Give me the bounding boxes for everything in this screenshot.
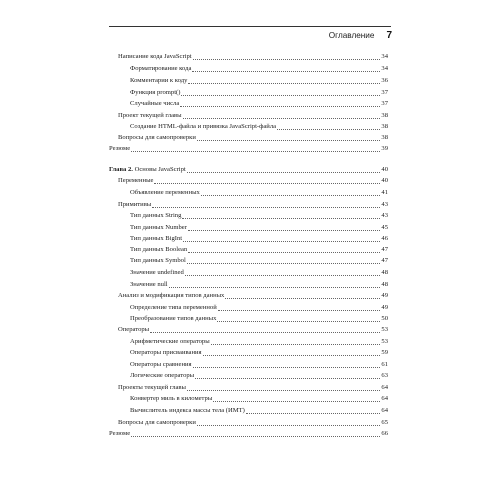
toc-entry: Операторы присваивания 59	[130, 349, 388, 356]
toc-entry: Тип данных Symbol 47	[130, 257, 388, 264]
chapter-title: Основы JavaScript	[134, 166, 186, 173]
toc-entry: Резюме 66	[109, 430, 388, 437]
toc-entry: Создание HTML-файла и привязка JavaScript-файла 38	[130, 123, 388, 130]
toc-entry: Вычислитель индекса массы тела (ИМТ) 64	[130, 407, 388, 414]
toc-entry: Конвертер миль в километры 64	[130, 395, 388, 402]
toc-entry: Переменные 40	[118, 177, 388, 184]
toc-entry: Форматирование кода 34	[130, 65, 388, 72]
toc-entry: Значение null 48	[130, 281, 388, 288]
page-number: 7	[386, 29, 392, 41]
toc-entry: Значение undefined 48	[130, 269, 388, 276]
toc-entry: Комментарии к коду 36	[130, 77, 388, 84]
toc-entry: Вопросы для самопроверки 65	[118, 419, 388, 426]
toc-entry: Резюме 39	[109, 145, 388, 152]
toc-entry: Тип данных BigInt 46	[130, 235, 388, 242]
toc-chapter-entry: Глава 2. Основы JavaScript 40	[109, 166, 388, 173]
toc-entry: Проекты текущей главы 64	[118, 384, 388, 391]
toc-entry: Арифметические операторы 53	[130, 338, 388, 345]
toc-entry: Операторы сравнения 61	[130, 361, 388, 368]
toc-entry: Объявление переменных 41	[130, 189, 388, 196]
toc-entry: Операторы 53	[118, 326, 388, 333]
toc-entry: Написание кода JavaScript 34	[118, 53, 388, 60]
toc-entry: Функция prompt() 37	[130, 89, 388, 96]
toc-entry: Тип данных Boolean 47	[130, 246, 388, 253]
toc-entry: Случайные числа 37	[130, 100, 388, 107]
running-header-title: Оглавление	[328, 30, 375, 40]
toc-entry: Тип данных Number 45	[130, 224, 388, 231]
toc-entry: Примитивы 43	[118, 201, 388, 208]
toc-entry: Логические операторы 63	[130, 372, 388, 379]
toc-entry: Вопросы для самопроверки 38	[118, 134, 388, 141]
toc-entry: Тип данных String 43	[130, 212, 388, 219]
toc-entry: Преобразование типов данных 50	[130, 315, 388, 322]
chapter-number: Глава 2.	[109, 166, 133, 173]
toc-entry: Определение типа переменной 49	[130, 304, 388, 311]
toc-entry: Проект текущей главы 38	[118, 112, 388, 119]
toc-entry: Анализ и модификация типов данных 49	[118, 292, 388, 299]
